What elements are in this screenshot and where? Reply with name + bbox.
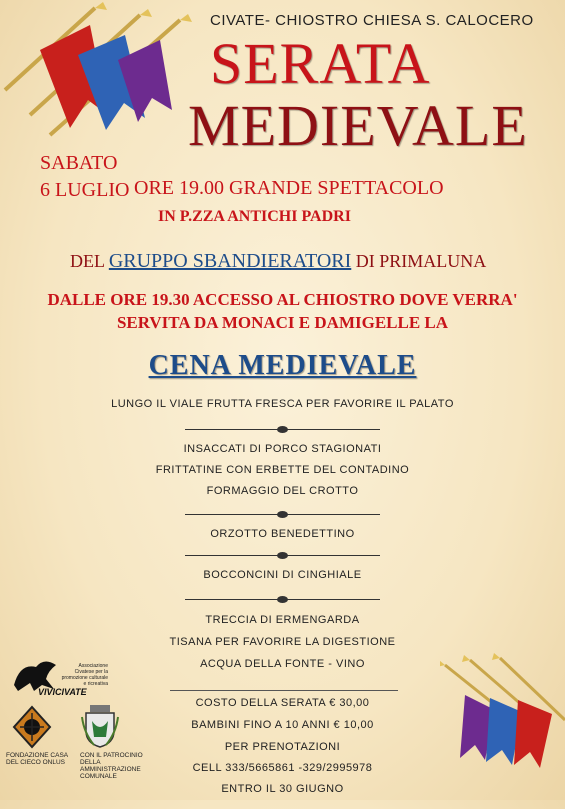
menu-item: TRECCIA DI ERMENGARDA xyxy=(205,614,360,626)
group-line xyxy=(70,250,486,273)
menu-item: ACQUA DELLA FONTE - VINO xyxy=(200,658,365,670)
fondazione-logo-icon xyxy=(12,705,52,749)
date-block xyxy=(40,150,129,204)
cost: COSTO DELLA SERATA € 30,00 xyxy=(195,697,370,709)
menu-item: FRITTATINE CON ERBETTE DEL CONTADINO xyxy=(155,464,410,476)
group-name: GRUPPO SBANDIERATORI xyxy=(108,250,352,272)
show-time: ORE 19.00 GRANDE SPETTACOLO xyxy=(134,177,444,199)
kids-cost: BAMBINI FINO A 10 ANNI € 10,00 xyxy=(191,719,374,731)
day-line-1: SABATO xyxy=(40,152,118,174)
menu-item: ORZOTTO BENEDETTINO xyxy=(210,528,355,540)
access-line-2: SERVITA DA MONACI E DAMIGELLE LA xyxy=(116,313,449,332)
coat-of-arms-icon xyxy=(80,703,120,749)
dinner-title: CENA MEDIEVALE xyxy=(148,350,417,381)
trumpet-banners-top-left xyxy=(0,0,200,150)
venue: CIVATE- CHIOSTRO CHIESA S. CALOCERO xyxy=(210,12,534,29)
divider xyxy=(185,595,380,605)
group-prefix: DEL xyxy=(70,251,105,271)
day-line-2: 6 LUGLIO xyxy=(40,179,130,201)
menu-item: INSACCATI DI PORCO STAGIONATI xyxy=(183,443,382,455)
menu-item: FORMAGGIO DEL CROTTO xyxy=(206,485,359,497)
title-line-1: SERATA xyxy=(210,31,431,96)
phone-numbers: CELL 333/5665861 -329/2995978 xyxy=(192,762,373,774)
divider xyxy=(185,510,380,520)
vivicivate-name: VIVICIVATE xyxy=(38,687,87,697)
show-place: IN P.ZZA ANTICHI PADRI xyxy=(158,208,351,225)
divider xyxy=(185,425,380,435)
group-suffix: DI PRIMALUNA xyxy=(355,251,487,271)
vivicivate-tagline: Associazione Civatese per la promozione culturale e ricreativa xyxy=(61,663,108,687)
menu-item: BOCCONCINI DI CINGHIALE xyxy=(203,569,362,581)
fondazione-name: FONDAZIONE CASA DEL CIECO ONLUS xyxy=(6,752,68,766)
booking-deadline: ENTRO IL 30 GIUGNO xyxy=(221,783,344,795)
menu-item: TISANA PER FAVORIRE LA DIGESTIONE xyxy=(169,636,396,648)
menu-intro: LUNGO IL VIALE FRUTTA FRESCA PER FAVORIRE IL PALATO xyxy=(111,398,454,410)
access-line-1: DALLE ORE 19.30 ACCESSO AL CHIOSTRO DOVE VERRA' xyxy=(47,290,518,309)
divider xyxy=(185,551,380,561)
booking-label: PER PRENOTAZIONI xyxy=(224,741,341,753)
patrocinio-text: CON IL PATROCINIO DELLA AMMINISTRAZIONE COMUNALE xyxy=(80,752,143,780)
title-line-2: MEDIEVALE xyxy=(188,93,528,158)
